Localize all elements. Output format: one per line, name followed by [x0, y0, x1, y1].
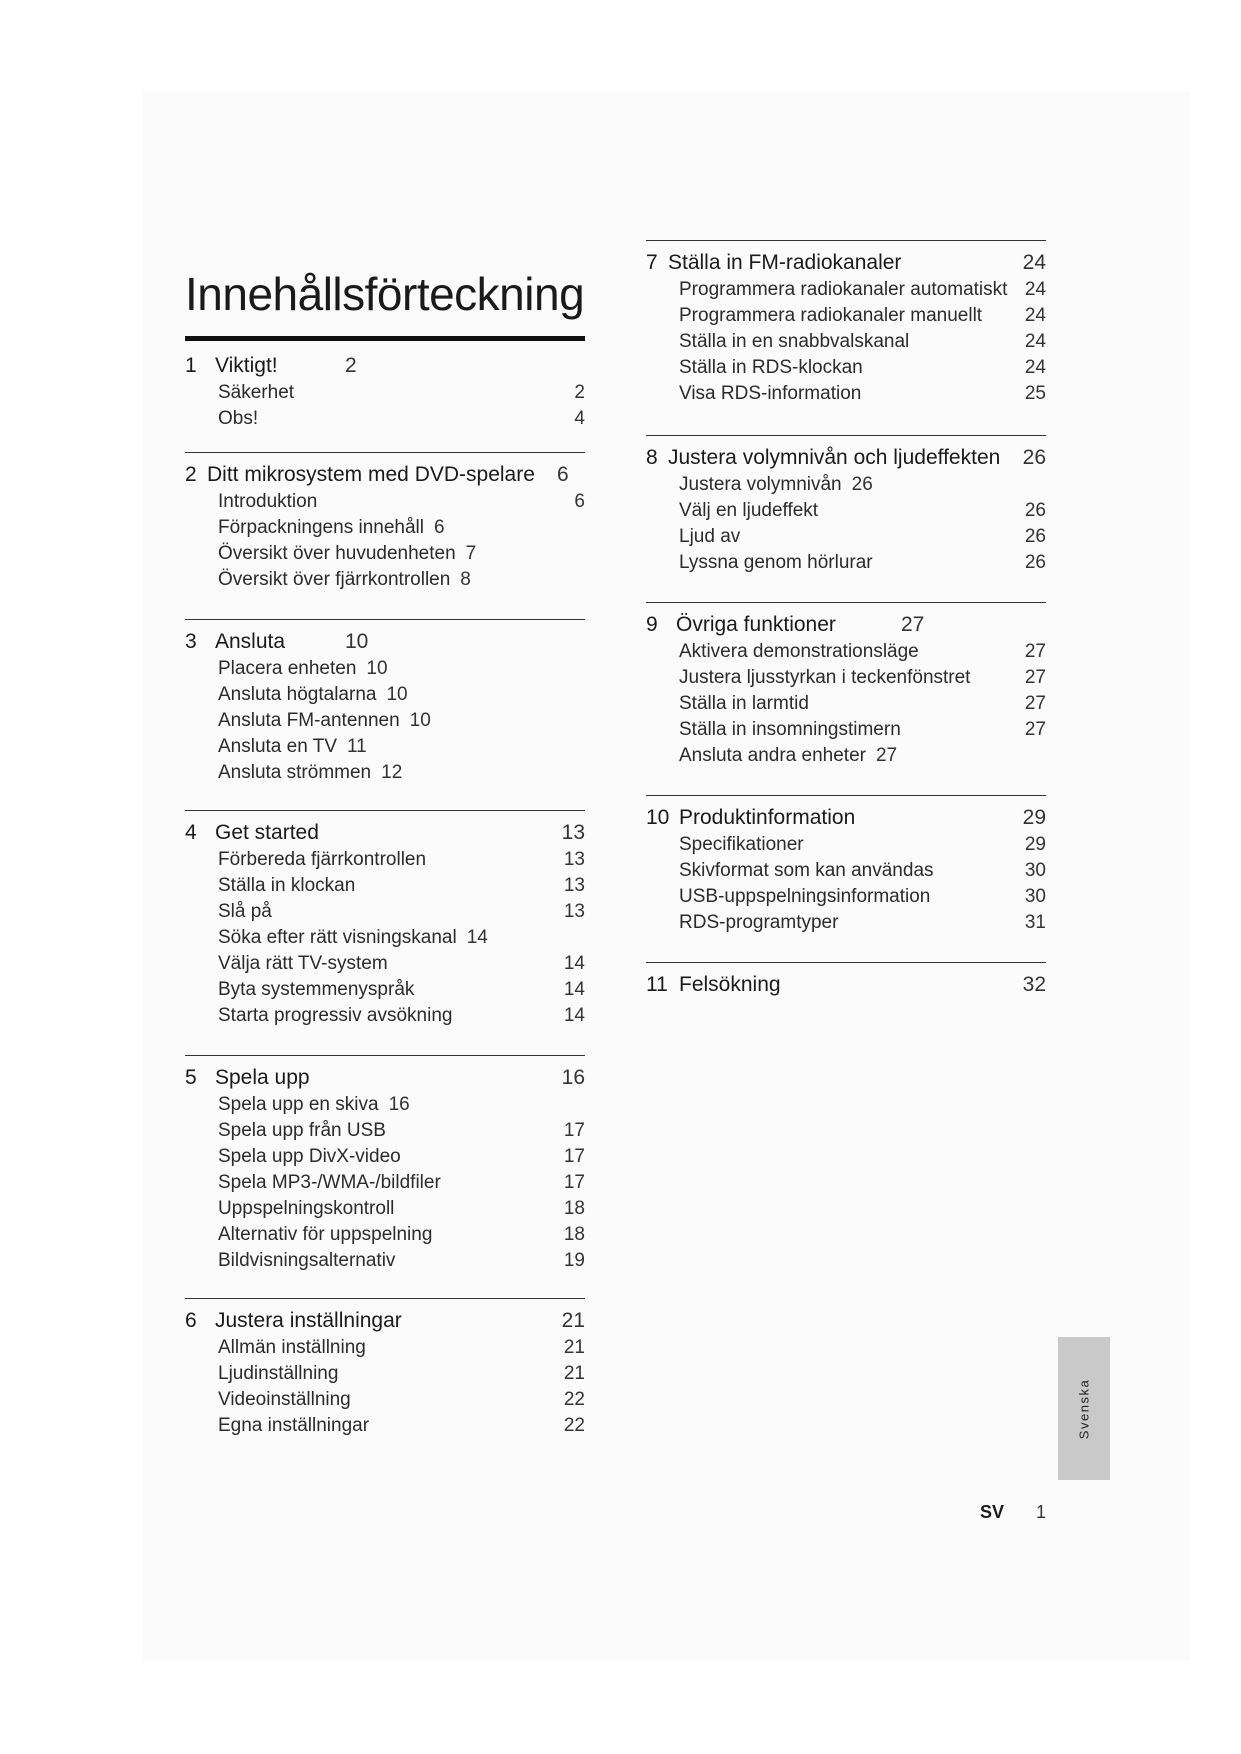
toc-entry-page: 19: [563, 1250, 585, 1271]
title-rule: [185, 336, 585, 341]
toc-entry-label-text: Justera volymnivån: [679, 474, 842, 495]
section-page-number: 24: [1022, 251, 1046, 274]
toc-entry-label: [679, 743, 897, 769]
toc-entry-page: 10: [409, 710, 431, 731]
toc-entry[interactable]: [646, 524, 1046, 550]
toc-entry[interactable]: [185, 406, 585, 432]
toc-entry-label: Lyssna genom hörlurar: [679, 552, 873, 573]
section-title: Ansluta: [215, 630, 286, 653]
toc-entry-label: [218, 567, 471, 593]
toc-entry-label: Förbereda fjärrkontrollen: [218, 849, 427, 870]
toc-section: [185, 1055, 585, 1274]
toc-entry-label: Slå på: [218, 901, 272, 922]
toc-entry-label: Alternativ för uppspelning: [218, 1224, 433, 1245]
toc-entry-label-text: Översikt över huvudenheten: [218, 543, 456, 564]
toc-entry-label: Ställa in en snabbvalskanal: [679, 331, 910, 352]
toc-entry-label: Egna inställningar: [218, 1415, 370, 1436]
toc-entry-page: 6: [574, 491, 585, 512]
footer-page-number: 1: [1036, 1502, 1047, 1522]
toc-entry-label: [218, 734, 367, 760]
toc-entry-page: 27: [1024, 641, 1046, 662]
toc-entry-label-text: Söka efter rätt visningskanal: [218, 927, 457, 948]
section-heading[interactable]: [646, 444, 1046, 472]
toc-entry[interactable]: [646, 381, 1046, 407]
section-number: 3: [185, 630, 197, 653]
section-page-number: 10: [345, 630, 369, 653]
toc-entry-label: Videoinställning: [218, 1389, 351, 1410]
toc-entry-label: Specifikationer: [679, 834, 804, 855]
toc-entry-page: 26: [1024, 526, 1046, 547]
section-title: Produktinformation: [679, 806, 856, 829]
toc-entry-label: Skivformat som kan användas: [679, 860, 934, 881]
language-tab: [1058, 1337, 1110, 1480]
section-heading[interactable]: [646, 611, 1046, 639]
section-heading[interactable]: [185, 352, 585, 380]
toc-entry[interactable]: [185, 1361, 585, 1387]
section-number: 10: [646, 806, 670, 829]
toc-entry-page: 29: [1024, 834, 1046, 855]
toc-entry-page: 25: [1024, 383, 1046, 404]
section-heading[interactable]: [185, 628, 585, 656]
toc-entry-page: 14: [563, 1005, 585, 1026]
toc-entry[interactable]: [646, 303, 1046, 329]
toc-entry-label: [218, 760, 402, 786]
toc-section: [185, 1298, 585, 1439]
toc-entry-label: Spela MP3-/WMA-/bildfiler: [218, 1172, 441, 1193]
section-number: 1: [185, 354, 197, 377]
section-number: 2: [185, 463, 197, 486]
toc-entry[interactable]: [646, 743, 1046, 769]
toc-entry[interactable]: [185, 977, 585, 1003]
toc-entry[interactable]: [185, 847, 585, 873]
toc-entry-label: Introduktion: [218, 491, 318, 512]
toc-entry-label: Ställa in insomningstimern: [679, 719, 901, 740]
toc-entry-label: Spela upp DivX-video: [218, 1146, 401, 1167]
toc-entry[interactable]: [646, 550, 1046, 576]
section-number: 11: [646, 973, 668, 996]
toc-entry-page: 26: [851, 474, 873, 495]
toc-entry-page: 27: [1024, 667, 1046, 688]
toc-entry-label: RDS-programtyper: [679, 912, 839, 933]
toc-entry-label: Ljud av: [679, 526, 741, 547]
toc-entry-label: Säkerhet: [218, 382, 295, 403]
section-page-number: 6: [557, 463, 569, 486]
toc-entry[interactable]: [646, 277, 1046, 303]
toc-column-right: [646, 240, 1046, 999]
section-title: Spela upp: [215, 1066, 310, 1089]
toc-entry-page: 30: [1024, 860, 1046, 881]
section-heading[interactable]: [185, 1307, 585, 1335]
toc-entry-page: 31: [1024, 912, 1046, 933]
toc-entry[interactable]: [646, 858, 1046, 884]
section-page-number: 29: [1022, 806, 1046, 829]
toc-entry[interactable]: [185, 1196, 585, 1222]
section-page-number: 21: [561, 1309, 585, 1332]
toc-entry-label-text: Ansluta andra enheter: [679, 745, 866, 766]
toc-entry-page: 13: [563, 875, 585, 896]
toc-entry-label-text: Spela upp en skiva: [218, 1094, 379, 1115]
toc-entry-label: Välja rätt TV-system: [218, 953, 388, 974]
toc-entry[interactable]: [185, 899, 585, 925]
section-number: 7: [646, 251, 658, 274]
toc-column-left: [185, 344, 585, 1439]
section-page-number: 2: [345, 354, 357, 377]
section-number: 6: [185, 1309, 197, 1332]
toc-section: [646, 240, 1046, 407]
page-title: Innehållsförteckning: [185, 267, 585, 320]
toc-entry-label-text: Placera enheten: [218, 658, 357, 679]
toc-entry[interactable]: [185, 541, 585, 567]
toc-entry[interactable]: [185, 1144, 585, 1170]
section-title: Get started: [215, 821, 319, 844]
toc-entry[interactable]: [646, 717, 1046, 743]
toc-entry-page: 6: [433, 517, 445, 538]
toc-entry-page: 11: [347, 736, 367, 757]
toc-section: [646, 435, 1046, 576]
toc-entry[interactable]: [185, 1413, 585, 1439]
toc-entry-page: 27: [1024, 693, 1046, 714]
toc-entry-page: 27: [1024, 719, 1046, 740]
toc-entry-label-text: Ansluta en TV: [218, 736, 338, 757]
section-page-number: 27: [901, 613, 925, 636]
toc-entry-label: Obs!: [218, 408, 259, 429]
toc-entry-label: Uppspelningskontroll: [218, 1198, 395, 1219]
toc-entry[interactable]: [185, 656, 585, 682]
toc-entry-label: Bildvisningsalternativ: [218, 1250, 396, 1271]
toc-entry-label-text: Förpackningens innehåll: [218, 517, 424, 538]
toc-entry-label: [679, 472, 873, 498]
toc-entry[interactable]: [646, 691, 1046, 717]
toc-entry-page: 24: [1024, 331, 1046, 352]
toc-entry-label: Programmera radiokanaler manuellt: [679, 305, 983, 326]
section-page-number: 26: [1022, 446, 1046, 469]
toc-section: [646, 962, 1046, 999]
toc-entry-label: Ställa in klockan: [218, 875, 356, 896]
toc-entry[interactable]: [646, 472, 1046, 498]
toc-entry-label: Byta systemmenyspråk: [218, 979, 415, 1000]
section-title: Viktigt!: [215, 354, 278, 377]
toc-entry-page: 16: [388, 1094, 410, 1115]
toc-entry-label: Starta progressiv avsökning: [218, 1005, 453, 1026]
section-number: 9: [646, 613, 658, 636]
toc-entry-page: 27: [875, 745, 898, 766]
toc-entry-page: 18: [563, 1224, 585, 1245]
toc-entry-page: 21: [563, 1337, 585, 1358]
toc-entry[interactable]: [185, 567, 585, 593]
toc-entry[interactable]: [185, 489, 585, 515]
toc-entry[interactable]: [185, 734, 585, 760]
toc-entry-label: [218, 1092, 410, 1118]
toc-entry-page: 4: [574, 408, 585, 429]
toc-entry[interactable]: [185, 708, 585, 734]
toc-entry-label: [218, 541, 476, 567]
toc-entry[interactable]: [185, 1003, 585, 1029]
toc-entry-page: 17: [563, 1146, 585, 1167]
toc-entry-page: 24: [1024, 305, 1046, 326]
toc-entry-page: 13: [563, 901, 585, 922]
toc-entry-page: 30: [1024, 886, 1046, 907]
section-heading[interactable]: [185, 819, 585, 847]
section-page-number: 16: [561, 1066, 585, 1089]
language-tab-label: Svenska: [1076, 1378, 1092, 1439]
toc-entry-label: Ställa in larmtid: [679, 693, 809, 714]
section-title: Justera inställningar: [215, 1309, 402, 1332]
section-number: 8: [646, 446, 658, 469]
toc-entry[interactable]: [185, 1092, 585, 1118]
toc-entry-page: 24: [1024, 279, 1046, 300]
toc-entry-label: [218, 708, 431, 734]
toc-entry-page: 22: [563, 1415, 585, 1436]
toc-entry[interactable]: [185, 1335, 585, 1361]
section-heading[interactable]: [646, 971, 1046, 999]
toc-entry-page: 26: [1024, 500, 1046, 521]
toc-entry-page: 26: [1024, 552, 1046, 573]
toc-section: [185, 352, 585, 432]
toc-entry[interactable]: [185, 1248, 585, 1274]
toc-entry-label: Aktivera demonstrationsläge: [679, 641, 919, 662]
toc-entry-page: 21: [563, 1363, 585, 1384]
toc-entry[interactable]: [646, 639, 1046, 665]
toc-entry-label: USB-uppspelningsinformation: [679, 886, 931, 907]
section-number: 5: [185, 1066, 197, 1089]
section-heading[interactable]: [646, 804, 1046, 832]
toc-entry-page: 22: [563, 1389, 585, 1410]
section-title: Ditt mikrosystem med DVD-spelare: [207, 463, 535, 486]
toc-entry-page: 7: [465, 543, 477, 564]
toc-entry-label: [218, 656, 388, 682]
toc-entry-label: Programmera radiokanaler automatiskt: [679, 279, 1008, 300]
toc-entry-page: 17: [563, 1172, 585, 1193]
toc-entry-label: Spela upp från USB: [218, 1120, 386, 1141]
toc-entry[interactable]: [185, 925, 585, 951]
toc-entry-page: 13: [563, 849, 585, 870]
toc-entry-label-text: Översikt över fjärrkontrollen: [218, 569, 451, 590]
toc-entry-label: [218, 925, 488, 951]
toc-entry-label-text: Ansluta FM-antennen: [218, 710, 400, 731]
toc-entry[interactable]: [185, 873, 585, 899]
toc-entry-page: 10: [386, 684, 408, 705]
toc-entry[interactable]: [185, 1118, 585, 1144]
toc-entry-label: Visa RDS-information: [679, 383, 862, 404]
section-page-number: 32: [1022, 973, 1046, 996]
toc-entry[interactable]: [185, 515, 585, 541]
toc-section: [646, 602, 1046, 769]
toc-entry-label: [218, 682, 408, 708]
toc-entry[interactable]: [646, 884, 1046, 910]
toc-entry-page: 24: [1024, 357, 1046, 378]
toc-entry[interactable]: [185, 1222, 585, 1248]
toc-entry-page: 14: [563, 979, 585, 1000]
toc-entry[interactable]: [185, 682, 585, 708]
toc-entry[interactable]: [646, 910, 1046, 936]
toc-entry[interactable]: [185, 951, 585, 977]
section-heading[interactable]: [185, 461, 585, 489]
toc-entry[interactable]: [646, 665, 1046, 691]
toc-entry-page: 10: [366, 658, 388, 679]
toc-entry-page: 8: [460, 569, 471, 590]
section-title: Ställa in FM-radiokanaler: [668, 251, 902, 274]
toc-entry-label-text: Ansluta strömmen: [218, 762, 372, 783]
toc-entry[interactable]: [646, 498, 1046, 524]
toc-entry-page: 12: [381, 762, 403, 783]
section-heading[interactable]: [646, 249, 1046, 277]
footer-language-code: SV: [980, 1502, 1005, 1522]
section-title: Justera volymnivån och ljudeffekten: [668, 446, 1001, 469]
toc-entry[interactable]: [185, 1387, 585, 1413]
toc-entry-label: Ljudinställning: [218, 1363, 339, 1384]
toc-entry-page: 17: [563, 1120, 585, 1141]
toc-section: [646, 795, 1046, 936]
toc-entry[interactable]: [185, 760, 585, 786]
section-page-number: 13: [561, 821, 585, 844]
section-heading[interactable]: [185, 1064, 585, 1092]
toc-entry-label: Allmän inställning: [218, 1337, 366, 1358]
toc-entry[interactable]: [646, 329, 1046, 355]
toc-entry[interactable]: [646, 355, 1046, 381]
toc-entry-page: 18: [563, 1198, 585, 1219]
toc-entry-label: Justera ljusstyrkan i teckenfönstret: [679, 667, 971, 688]
toc-entry-label: Ställa in RDS-klockan: [679, 357, 863, 378]
toc-entry-label: Välj en ljudeffekt: [679, 500, 819, 521]
section-number: 4: [185, 821, 197, 844]
toc-entry[interactable]: [646, 832, 1046, 858]
toc-entry-page: 14: [563, 953, 585, 974]
toc-entry-label: [218, 515, 445, 541]
toc-entry-page: 14: [466, 927, 488, 948]
toc-entry[interactable]: [185, 1170, 585, 1196]
section-title: Övriga funktioner: [676, 613, 836, 636]
section-title: Felsökning: [679, 973, 781, 996]
toc-section: [185, 810, 585, 1029]
toc-section: [185, 452, 585, 593]
toc-entry-label-text: Ansluta högtalarna: [218, 684, 377, 705]
toc-section: [185, 619, 585, 786]
toc-entry[interactable]: [185, 380, 585, 406]
toc-entry-page: 2: [574, 382, 585, 403]
